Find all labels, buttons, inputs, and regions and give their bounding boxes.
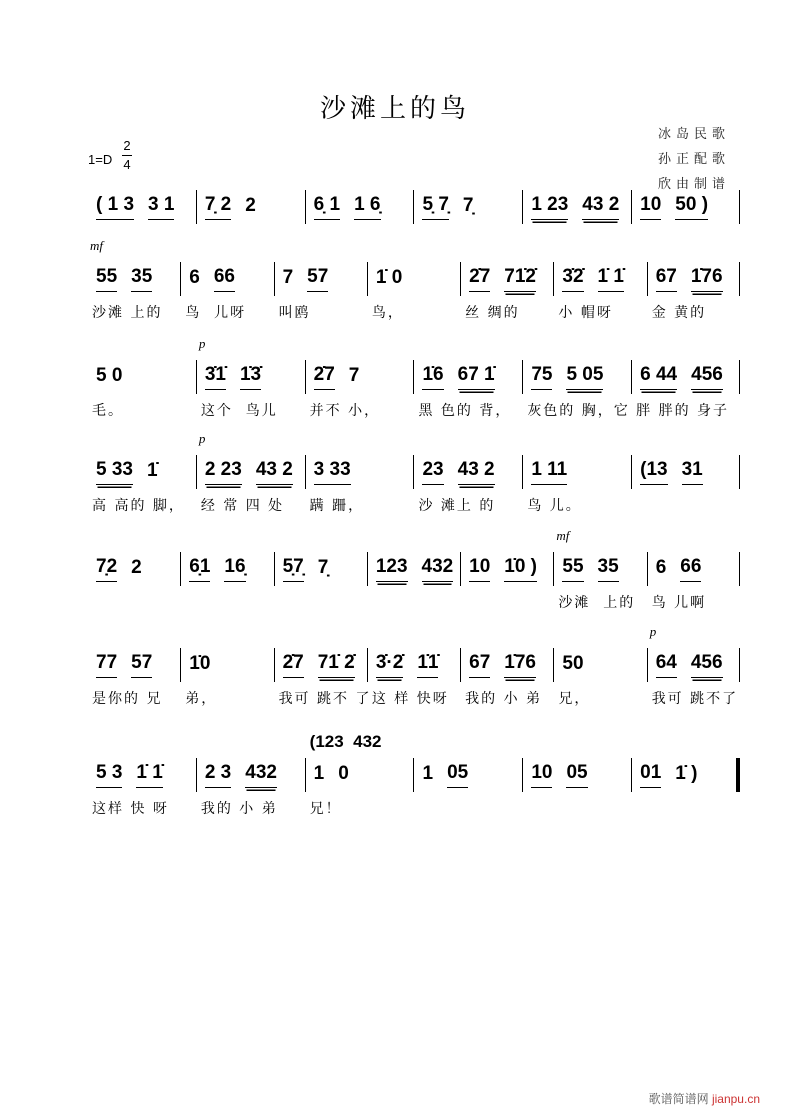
notes (96, 262, 180, 296)
note-group: 43 2 (256, 459, 293, 485)
note-group: 67 (469, 652, 490, 678)
dynamic-marking: p (198, 431, 206, 446)
note-group: (13 (640, 459, 667, 485)
notes (422, 190, 522, 224)
notes (189, 648, 273, 682)
notes (640, 190, 740, 224)
watermark-text: 歌谱简谱网 (648, 1092, 709, 1106)
score-line (88, 190, 740, 260)
measure (413, 360, 522, 419)
notes (640, 455, 740, 489)
lyric: 丝 绸的 (465, 305, 520, 321)
notes (469, 262, 553, 296)
notes (469, 648, 553, 682)
credit-lyricist: 孙正配歌 (658, 152, 731, 167)
measure (88, 455, 196, 525)
measure (460, 552, 553, 586)
note-group: 05 (566, 762, 587, 788)
measure (305, 190, 414, 224)
measure (553, 648, 646, 707)
measure (367, 262, 460, 321)
time-top: 2 (123, 138, 131, 153)
notes (640, 758, 740, 792)
lyric: 兄， (558, 691, 591, 707)
notes (283, 552, 367, 586)
note-group: 1̇3̇ (240, 364, 261, 390)
note-group: 5̣7̣ (283, 556, 304, 582)
notes (376, 262, 460, 296)
note-group: 3 33 (314, 459, 351, 485)
lyric: 我可 跳不了 (651, 691, 739, 707)
lyric: 毛。 (92, 403, 124, 419)
notes (656, 552, 740, 586)
measure (196, 431, 305, 514)
notes (656, 262, 740, 296)
note-group: 16̣ (224, 556, 245, 582)
score-line (88, 431, 740, 525)
notes (314, 455, 414, 489)
notes (531, 455, 631, 489)
note-group: 3 1 (148, 194, 174, 220)
watermark (649, 1090, 760, 1107)
notes (96, 552, 180, 586)
note-group: 6̣1 (189, 556, 210, 582)
measure (180, 648, 273, 707)
dynamic-marking: p (198, 336, 206, 351)
score-line (88, 336, 740, 430)
measure (522, 758, 631, 792)
note-group: 1̇0 ) (504, 556, 537, 582)
time-signature (122, 138, 132, 173)
lyric: 鸟 儿。 (527, 498, 582, 514)
measure (631, 190, 740, 224)
note-group: 71̇2̇ (504, 266, 536, 292)
note-group: 2 (245, 194, 256, 216)
note-group: 2̇7 (469, 266, 490, 292)
note-group: 2̇7 (283, 652, 304, 678)
note-group: 1 23 (531, 194, 568, 220)
note-group: 1̇76 (691, 266, 723, 292)
lyric: 金 黄的 (651, 305, 707, 321)
note-group: 55 (562, 556, 583, 582)
note-group: 7̣2 (96, 556, 117, 582)
measure (88, 190, 196, 260)
note-group: 1̇ 0 (375, 266, 403, 288)
notes (96, 648, 180, 682)
measure (196, 190, 305, 224)
note-group: 71̇ 2̇ (318, 652, 355, 678)
notes (314, 190, 414, 224)
note-group: 10 (531, 762, 552, 788)
measure (88, 552, 180, 622)
note-group: 1̇ ) (675, 762, 698, 784)
lyric: 鸟 儿呀 (185, 305, 247, 321)
notes (376, 648, 460, 682)
note-group: 3̇·2̇ (376, 652, 403, 678)
measure (88, 758, 196, 828)
note-group: 5 05 (566, 364, 603, 390)
note-group: 57 (307, 266, 328, 292)
lyric: 并不 小， (309, 403, 381, 419)
note-group: 1 (313, 762, 325, 784)
note-group: 1̇1̇ (417, 652, 438, 678)
measure (88, 238, 180, 332)
notes (469, 552, 553, 586)
measure (553, 528, 646, 611)
lyric: 我可 跳不 了 (278, 691, 372, 707)
note-group: 57 (131, 652, 152, 678)
measure (413, 190, 522, 224)
notes (376, 552, 460, 586)
notes (314, 360, 414, 394)
lyric: 胖 胖的 身子 (636, 403, 730, 419)
note-group: 1̇ 1̇ (598, 266, 624, 292)
note-group: 6̣ 1 (314, 194, 340, 220)
note-group: 5 33 (96, 459, 133, 485)
measure (274, 648, 372, 707)
note-group: 6 44 (640, 364, 677, 390)
measure (522, 190, 631, 224)
time-bottom: 4 (123, 157, 131, 172)
notes (189, 262, 273, 296)
note-group: 67 (656, 266, 677, 292)
barline (739, 648, 740, 682)
measure (460, 648, 553, 707)
note-group: 66 (680, 556, 701, 582)
key-signature: 1=D (88, 152, 113, 167)
lyric: 兄！ (309, 801, 342, 817)
note-group: 5 0 (96, 364, 123, 386)
watermark-url: jianpu.cn (711, 1092, 760, 1106)
measure (274, 262, 367, 321)
note-group: 50 ) (675, 194, 708, 220)
lyric: 这 样 快呀 (371, 691, 449, 707)
notes (656, 648, 740, 682)
note-group: 1̇ (146, 459, 158, 481)
notes (205, 758, 305, 792)
measure (553, 262, 646, 321)
note-group: 1̇ 1̇ (136, 762, 162, 788)
note-group: 55 (96, 266, 117, 292)
barline (739, 360, 740, 394)
notes (189, 552, 273, 586)
lyric: 鸟 儿啊 (651, 595, 707, 611)
measure (522, 360, 631, 419)
score-line (88, 238, 740, 332)
fraction-bar (122, 155, 132, 156)
measure (647, 624, 740, 707)
note-group: 432 (422, 556, 454, 582)
measure (413, 455, 522, 514)
notes (96, 455, 196, 489)
lyric: 沙滩 上的 (558, 595, 636, 611)
note-group: 05 (447, 762, 468, 788)
lyric: 沙 滩上 的 (418, 498, 496, 514)
note-group: 31 (682, 459, 703, 485)
dynamic-marking: mf (556, 528, 570, 543)
measure (305, 732, 414, 817)
note-group: 6 (655, 556, 667, 578)
measure (367, 552, 460, 586)
note-group: 456 (691, 652, 723, 678)
measure (647, 262, 740, 321)
notes (205, 360, 305, 394)
notes (314, 758, 414, 792)
lyric: 我的 小 弟 (200, 801, 278, 817)
notes (422, 758, 522, 792)
note-group: 1̇6 (422, 364, 443, 390)
note-group: 35 (598, 556, 619, 582)
note-group: ( 1 3 (96, 194, 134, 220)
note-group: 5 3 (96, 762, 122, 788)
note-group: 77 (96, 652, 117, 678)
note-group: 43 2 (458, 459, 495, 485)
score-line (88, 624, 740, 718)
note-group: 5̣ 7̣ (422, 194, 448, 220)
barline (739, 552, 740, 586)
notes (205, 190, 305, 224)
note-group: 2 3 (205, 762, 231, 788)
barline (739, 455, 740, 489)
note-group: 2 23 (205, 459, 242, 485)
lyric: 这样 快 呀 (92, 801, 169, 817)
barline (739, 190, 740, 224)
measure (631, 455, 740, 489)
alternate-notes: (123 432 (309, 732, 382, 751)
measure (196, 336, 305, 419)
measure (305, 455, 414, 514)
measure (274, 552, 367, 586)
credit-transcriber: 欣由制谱 (658, 177, 731, 192)
lyric: 小 帽呀 (558, 305, 613, 321)
note-group: 66 (214, 266, 235, 292)
note-group: 1̇76 (504, 652, 536, 678)
notes (96, 190, 196, 224)
lyric: 黑 色的 背， (418, 403, 512, 419)
measure (460, 262, 553, 321)
measure (522, 455, 631, 514)
measure (305, 360, 414, 419)
song-title: 沙滩上的鸟 (319, 94, 470, 124)
notes (283, 262, 367, 296)
note-group: 1̇0 (189, 652, 211, 674)
note-group: 123 (376, 556, 408, 582)
lyric: 叫鸥 (278, 305, 311, 321)
note-group: 3̇2̇ (562, 266, 583, 292)
note-group: 7̣ (317, 556, 329, 578)
measure (196, 758, 305, 817)
lyric: 蹒 跚， (309, 498, 365, 514)
score-line (88, 528, 740, 622)
score-line (88, 732, 740, 828)
barline (739, 262, 740, 296)
notes (96, 758, 196, 792)
measure (88, 360, 196, 430)
notes (640, 360, 740, 394)
notes (531, 360, 631, 394)
notes (422, 455, 522, 489)
note-group: 2̇7 (314, 364, 335, 390)
measure (180, 552, 273, 586)
note-group: 35 (131, 266, 152, 292)
note-group: 1 11 (531, 459, 567, 485)
note-group: 75 (531, 364, 552, 390)
note-group: 01 (640, 762, 661, 788)
measure (413, 758, 522, 792)
notes (422, 360, 522, 394)
lyric: 高 高的 脚， (92, 498, 185, 514)
credit-origin: 冰岛民歌 (658, 127, 731, 142)
note-group: 1 (422, 762, 434, 784)
note-group: 456 (691, 364, 723, 390)
lyric: 是你的 兄 (92, 691, 163, 707)
notes (531, 190, 631, 224)
lyric: 灰色的 胸，它 (527, 403, 630, 419)
notes (531, 758, 631, 792)
notes (283, 648, 367, 682)
dynamic-marking: mf (90, 238, 103, 253)
note-group: 23 (422, 459, 443, 485)
credits (658, 122, 730, 197)
measure (180, 262, 273, 321)
notes (205, 455, 305, 489)
note-group: 7̣ 2 (205, 194, 231, 220)
note-group: 1 6̣ (354, 194, 380, 220)
note-group: 0 (338, 762, 349, 784)
note-group: 10 (640, 194, 661, 220)
note-group: 432 (245, 762, 277, 788)
note-group: 2 (131, 556, 142, 578)
note-group: 50 (562, 652, 584, 674)
lyric: 沙滩 上的 (92, 305, 163, 321)
notes (96, 360, 196, 394)
note-group: 43 2 (582, 194, 619, 220)
lyric: 这个 鸟儿 (200, 403, 278, 419)
note-group: 7 (282, 266, 294, 288)
dynamic-marking: p (649, 624, 657, 639)
measure (88, 648, 180, 718)
note-group: 6 (189, 266, 200, 288)
measure (367, 648, 460, 707)
notes (562, 262, 646, 296)
measure (647, 552, 740, 611)
note-group: 64 (656, 652, 677, 678)
note-group: 3̇1̇ (205, 364, 226, 390)
measure (631, 360, 740, 419)
lyric: 我的 小 弟 (465, 691, 543, 707)
note-group: 7 (348, 364, 360, 386)
lyric: 弟， (185, 691, 218, 707)
notes (562, 552, 646, 586)
note-group: 10 (469, 556, 490, 582)
lyric: 经 常 四 处 (200, 498, 285, 514)
lyric: 鸟， (371, 305, 404, 321)
measure (631, 758, 740, 792)
notes (562, 648, 646, 682)
note-group: 7̣ (462, 194, 474, 216)
final-barline (736, 758, 740, 792)
note-group: 67 1̇ (458, 364, 495, 390)
